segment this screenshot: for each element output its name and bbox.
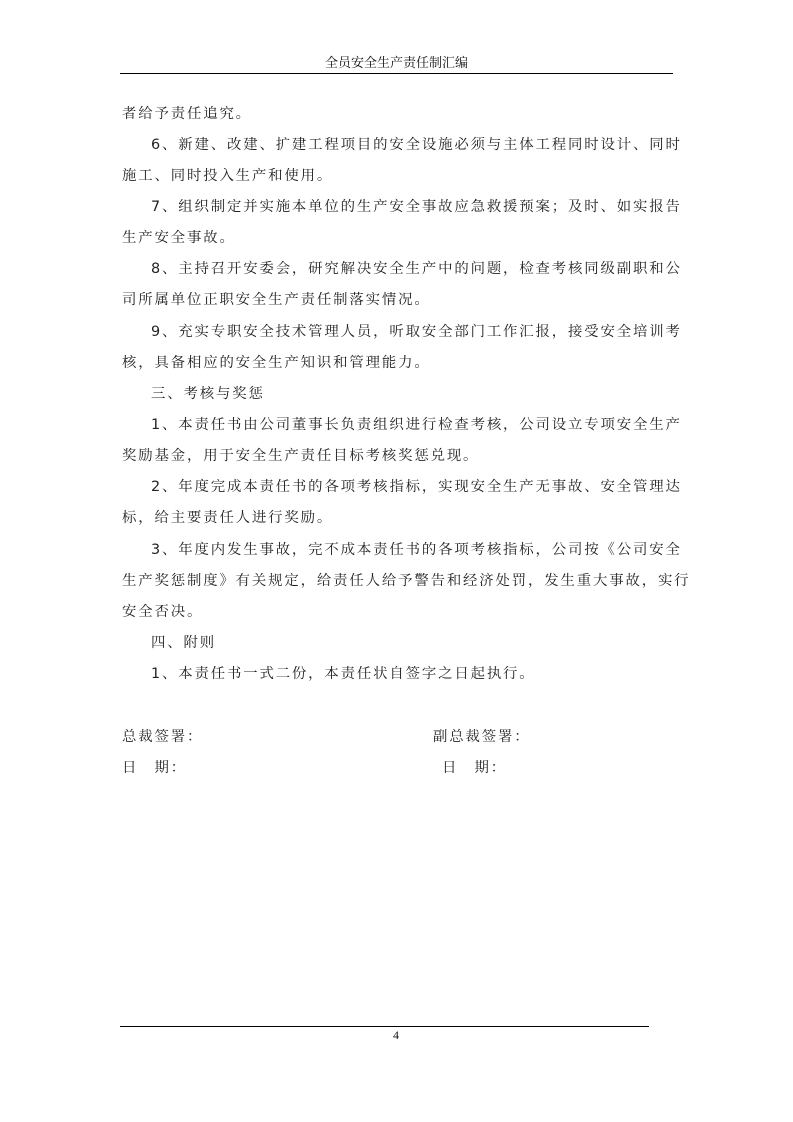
header-divider (120, 73, 673, 74)
body-line-15: 3、年度内发生事故，完不成本责任书的各项考核指标，公司按《公司安全 (151, 542, 682, 558)
section-heading-assessment: 三、考核与奖惩 (151, 386, 265, 402)
date-label-right: 日 期： (442, 760, 507, 776)
body-line-7: 司所属单位正职安全生产责任制落实情况。 (122, 292, 431, 308)
body-line-3: 施工、同时投入生产和使用。 (122, 168, 334, 184)
body-line-17: 安全否决。 (122, 604, 204, 620)
body-line-9: 核，具备相应的安全生产知识和管理能力。 (122, 355, 431, 371)
president-signature-label: 总裁签署： (122, 729, 204, 745)
body-line-16: 生产奖惩制度》有关规定，给责任人给予警告和经济处罚，发生重大事故，实行 (122, 573, 691, 589)
body-line-19: 1、本责任书一式二份，本责任状自签字之日起执行。 (151, 666, 536, 682)
vice-president-signature-label: 副总裁签署： (433, 729, 531, 745)
body-line-11: 1、本责任书由公司董事长负责组织进行检查考核，公司设立专项安全生产 (151, 417, 682, 433)
body-line-5: 生产安全事故。 (122, 230, 236, 246)
running-header-title: 全员安全生产责任制汇编 (324, 56, 468, 71)
body-line-2: 6、新建、改建、扩建工程项目的安全设施必须与主体工程同时设计、同时 (151, 137, 682, 153)
body-line-12: 奖励基金，用于安全生产责任目标考核奖惩兑现。 (122, 448, 480, 464)
body-line-13: 2、年度完成本责任书的各项考核指标，实现安全生产无事故、安全管理达 (151, 479, 682, 495)
body-line-14: 标，给主要责任人进行奖励。 (122, 510, 334, 526)
body-line-8: 9、充实专职安全技术管理人员，听取安全部门工作汇报，接受安全培训考 (151, 324, 682, 340)
footer-divider (120, 1026, 649, 1027)
body-line-6: 8、主持召开安委会，研究解决安全生产中的问题，检查考核同级副职和公 (151, 261, 682, 277)
section-heading-supplementary: 四、附则 (151, 635, 216, 651)
page-number: 4 (393, 1028, 399, 1042)
body-line-4: 7、组织制定并实施本单位的生产安全事故应急救援预案；及时、如实报告 (151, 199, 682, 215)
date-label-left: 日 期： (122, 760, 187, 776)
body-line-1: 者给予责任追究。 (122, 106, 252, 122)
